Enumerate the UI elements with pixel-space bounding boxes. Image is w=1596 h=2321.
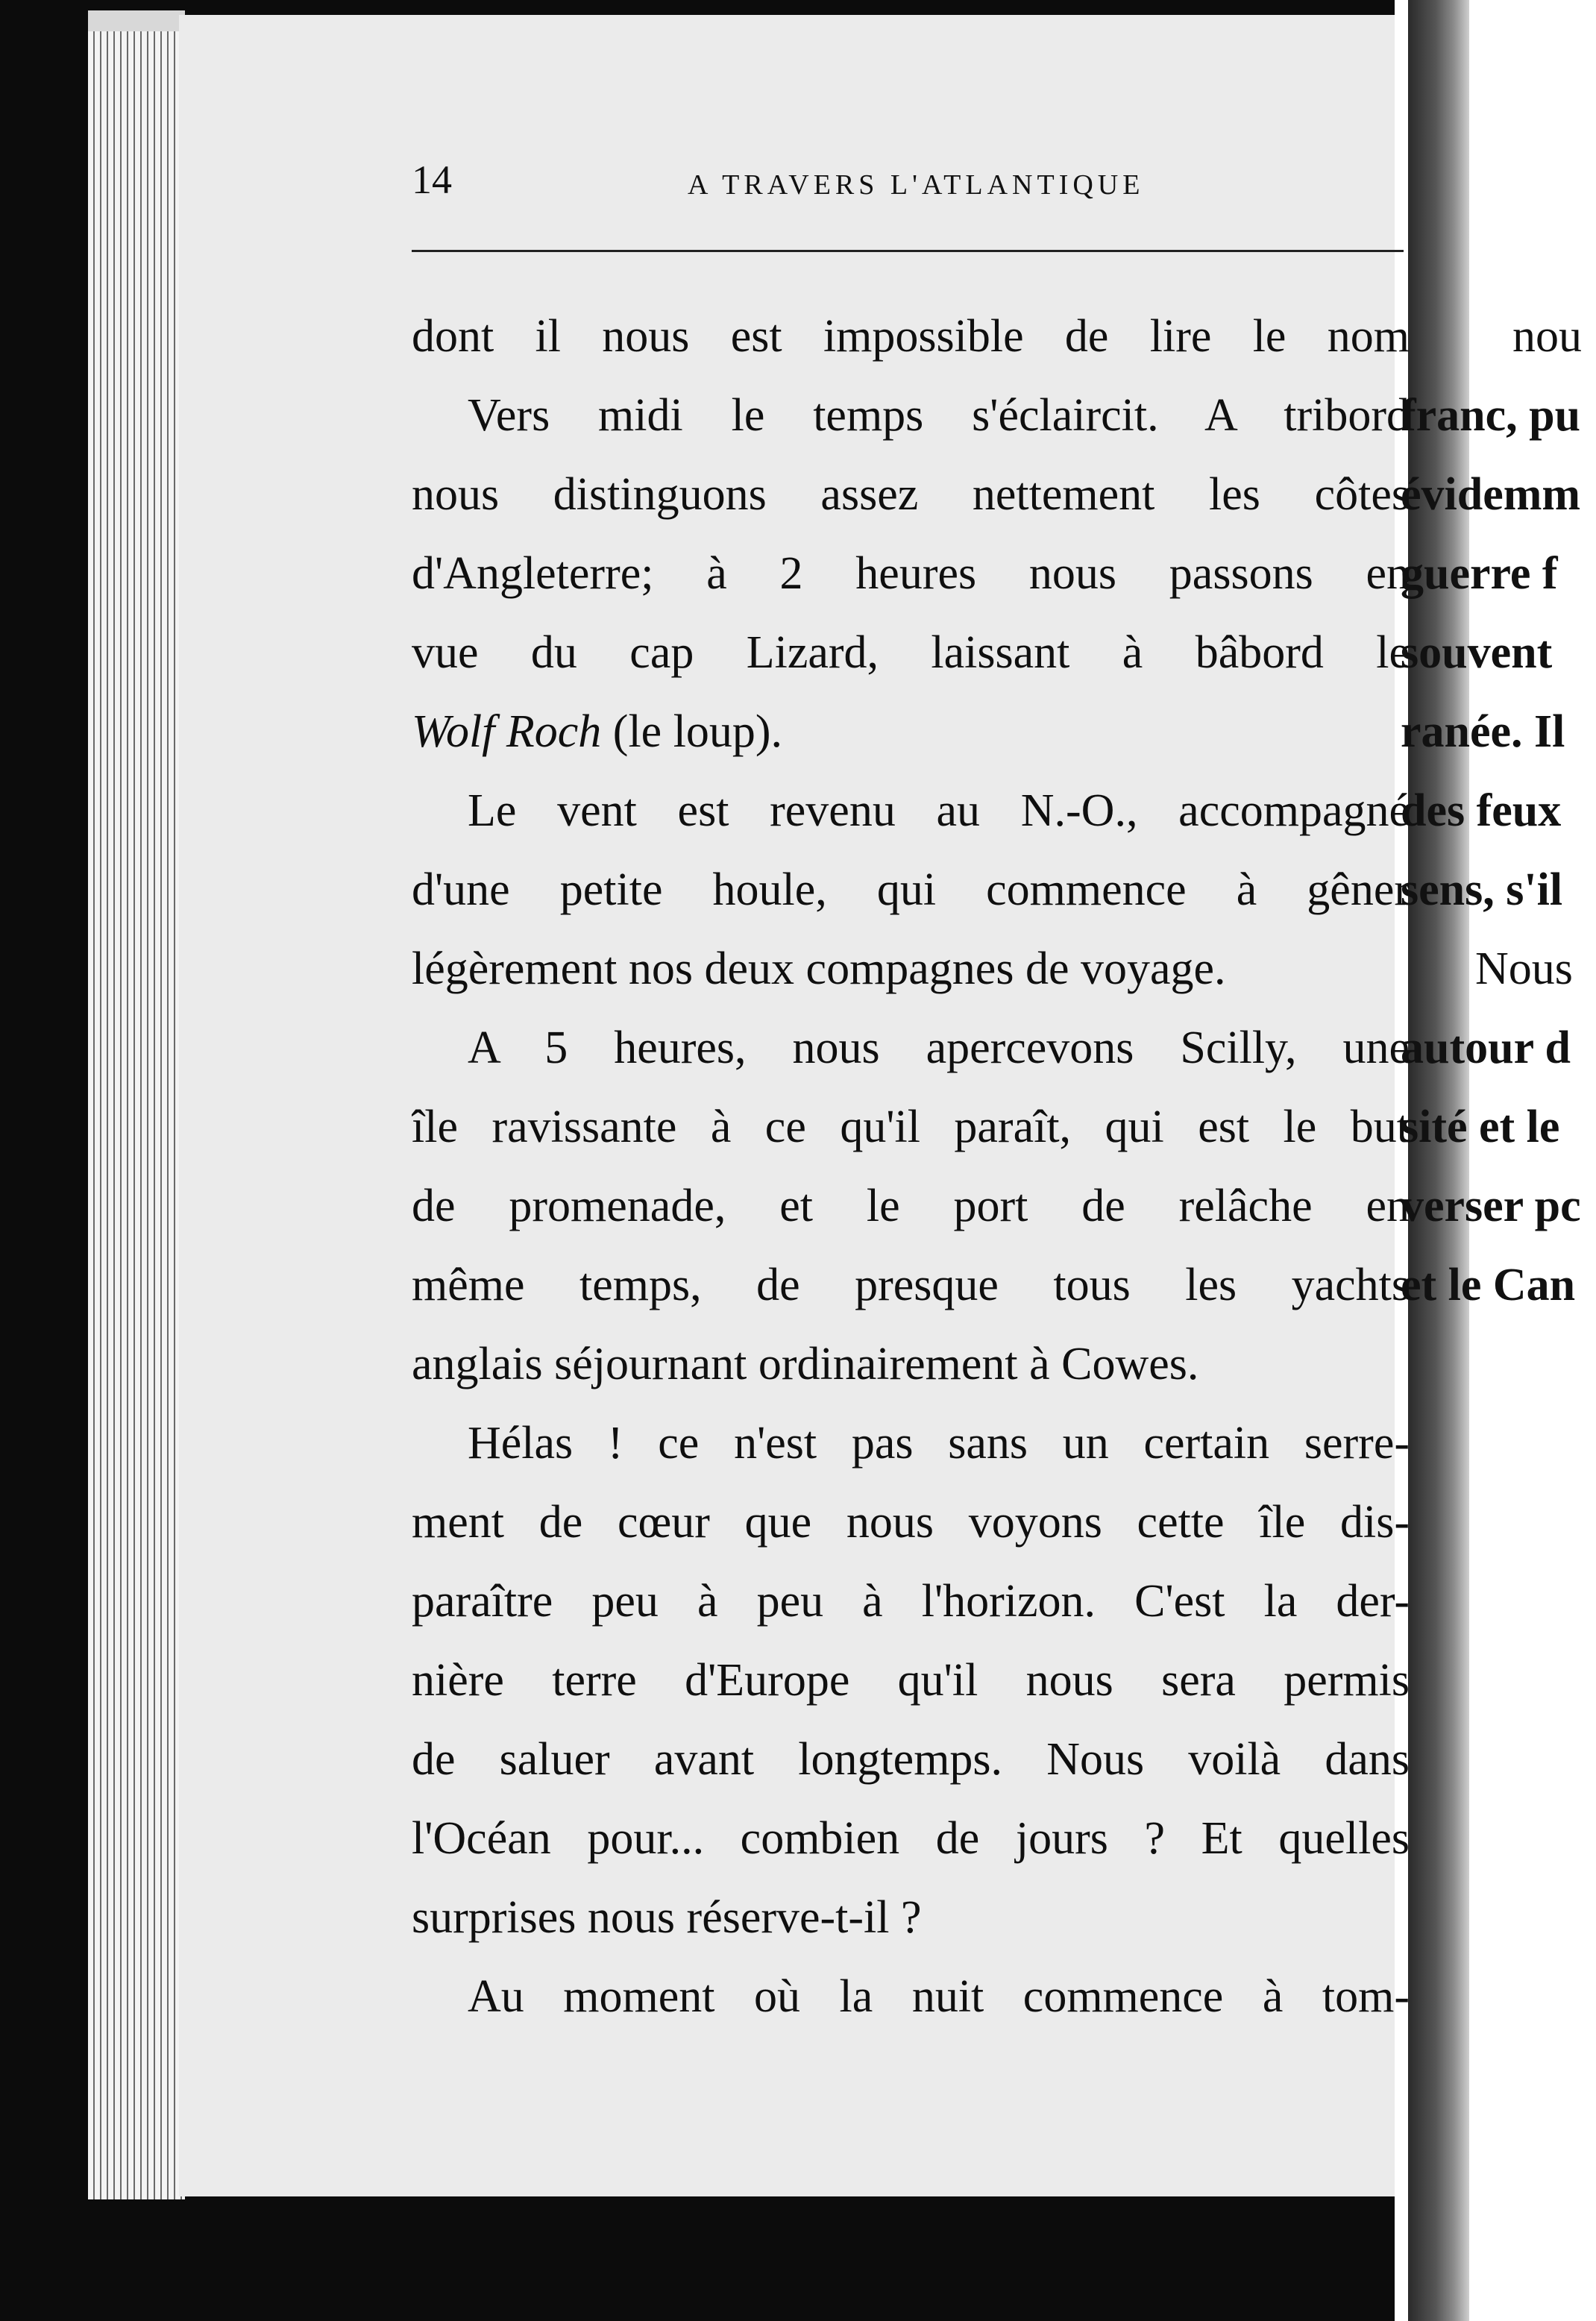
facing-page-line: des feux — [1401, 785, 1562, 836]
facing-page-line: Nous — [1475, 943, 1573, 994]
text-line: A 5 heures, nous apercevons Scilly, une — [468, 1023, 1410, 1073]
text-line: de promenade, et le port de relâche en — [412, 1181, 1410, 1231]
facing-page-line: verser pc — [1401, 1181, 1581, 1231]
facing-page-line: souvent — [1401, 627, 1553, 678]
text-line: l'Océan pour... combien de jours ? Et quelles — [412, 1813, 1410, 1864]
facing-page-line: franc, pu — [1401, 390, 1581, 441]
page-edges — [88, 10, 185, 2199]
text-line: d'une petite houle, qui commence à gêner — [412, 864, 1410, 915]
facing-page-line: guerre f — [1401, 548, 1558, 599]
text-line: île ravissante à ce qu'il paraît, qui est le but — [412, 1102, 1410, 1152]
text-line: nière terre d'Europe qu'il nous sera permis — [412, 1655, 1410, 1706]
text-line: dont il nous est impossible de lire le nom — [412, 311, 1410, 362]
page-number: 14 — [412, 157, 452, 202]
running-head: A TRAVERS L'ATLANTIQUE — [688, 169, 1145, 201]
text-line: paraître peu à peu à l'horizon. C'est la der- — [412, 1576, 1410, 1627]
text-line: ment de cœur que nous voyons cette île dis- — [412, 1497, 1410, 1548]
facing-page-line: autour d — [1401, 1023, 1571, 1073]
text-line: anglais séjournant ordinairement à Cowes. — [412, 1339, 1199, 1389]
facing-page-line: et le Can — [1401, 1260, 1576, 1310]
text-line: même temps, de presque tous les yachts — [412, 1260, 1410, 1310]
facing-page-line: ranée. Il — [1401, 706, 1565, 757]
facing-page-line: sens, s'il — [1401, 864, 1563, 915]
text-line: Hélas ! ce n'est pas sans un certain serre- — [468, 1418, 1410, 1469]
body-text — [412, 297, 1410, 2036]
text-line: Au moment où la nuit commence à tom- — [468, 1971, 1410, 2022]
italic-name: Wolf Roch — [412, 706, 602, 757]
header-rule — [412, 250, 1404, 252]
facing-page-line: évidemm — [1401, 469, 1581, 520]
text-line: d'Angleterre; à 2 heures nous passons en — [412, 548, 1410, 599]
facing-page-line: sité et le — [1401, 1102, 1560, 1152]
text-line: nous distinguons assez nettement les côtes — [412, 469, 1410, 520]
text-span: (le loup). — [601, 706, 783, 757]
text-line: Le vent est revenu au N.-O., accompagné — [468, 785, 1410, 836]
text-line: Vers midi le temps s'éclaircit. A tribord — [468, 390, 1410, 441]
text-line — [412, 692, 1410, 771]
text-line: surprises nous réserve-t-il ? — [412, 1892, 922, 1943]
facing-page-text — [1401, 297, 1596, 1325]
facing-page-line: nou — [1512, 311, 1582, 362]
text-line: vue du cap Lizard, laissant à bâbord le — [412, 627, 1410, 678]
text-line: légèrement nos deux compagnes de voyage. — [412, 943, 1226, 994]
text-line: de saluer avant longtemps. Nous voilà dans — [412, 1734, 1410, 1785]
